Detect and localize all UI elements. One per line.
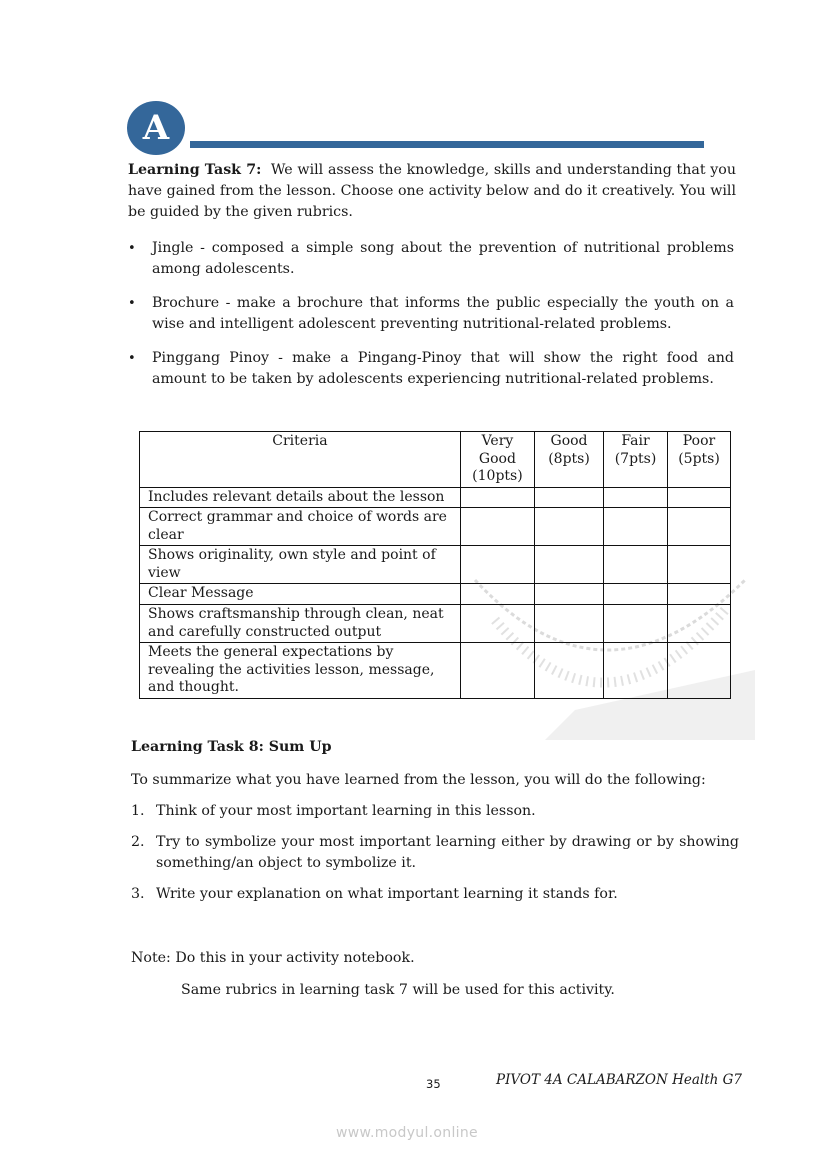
score-cell-very-good <box>460 487 534 508</box>
rubric-row <box>140 546 731 584</box>
step-number: 3. <box>131 886 145 902</box>
rubric-criterion: Meets the general expectations by revealing the activities lesson, message, and thought. <box>140 643 461 699</box>
score-cell-fair <box>604 508 668 546</box>
website-watermark: www.modyul.online <box>336 1125 478 1141</box>
rubric-criterion: Shows originality, own style and point of view <box>140 546 461 584</box>
rubric-row <box>140 605 731 643</box>
step-item <box>131 884 739 905</box>
score-cell-good <box>535 605 604 643</box>
rubric-header-criteria: Criteria <box>140 432 461 488</box>
activity-item: • Jingle - composed a simple song about the prevention of nutritional problems among adolescents. <box>128 238 734 280</box>
page-number: 35 <box>426 1077 441 1091</box>
step-text: Try to symbolize your most important learning either by drawing or by showing something/an object to symbolize it. <box>156 834 739 871</box>
task8-intro: To summarize what you have learned from the lesson, you will do the following: <box>131 772 706 788</box>
rubric-header-fair: Fair (7pts) <box>604 432 668 488</box>
task7-text: We will assess the knowledge, skills and understanding that you have gained from the lesson. Choose one activity below and do it creatively. You will be guided by the given rubrics. <box>128 162 736 220</box>
score-cell-poor <box>668 643 731 699</box>
score-cell-very-good <box>460 643 534 699</box>
rubric-header-row <box>140 432 731 488</box>
score-cell-very-good <box>460 605 534 643</box>
score-cell-good <box>535 508 604 546</box>
section-badge <box>127 101 185 155</box>
step-text: Write your explanation on what important learning it stands for. <box>156 886 618 902</box>
step-item <box>131 801 739 822</box>
task8-heading: Learning Task 8: Sum Up <box>131 739 332 755</box>
rubric-row <box>140 643 731 699</box>
step-text: Think of your most important learning in this lesson. <box>156 803 536 819</box>
step-number: 2. <box>131 834 145 850</box>
score-cell-good <box>535 643 604 699</box>
step-item <box>131 832 739 874</box>
task8-steps <box>131 801 739 915</box>
rubric-criterion: Shows craftsmanship through clean, neat and carefully constructed output <box>140 605 461 643</box>
score-cell-very-good <box>460 584 534 605</box>
score-cell-fair <box>604 584 668 605</box>
rubric-criterion: Correct grammar and choice of words are clear <box>140 508 461 546</box>
task7-intro <box>128 160 736 223</box>
rubric-header-good: Good (8pts) <box>535 432 604 488</box>
rubric-table <box>139 431 731 699</box>
score-cell-good <box>535 584 604 605</box>
score-cell-very-good <box>460 546 534 584</box>
section-divider-bar <box>190 141 704 148</box>
note-rubric-line: Same rubrics in learning task 7 will be used for this activity. <box>181 982 615 998</box>
score-cell-poor <box>668 508 731 546</box>
rubric-criterion: Includes relevant details about the lesson <box>140 487 461 508</box>
activity-list <box>128 238 734 390</box>
score-cell-good <box>535 487 604 508</box>
section-badge-letter: A <box>142 108 170 148</box>
activity-item: • Brochure - make a brochure that informs the public especially the youth on a wise and intelligent adolescent preventing nutritional-related problems. <box>128 293 734 335</box>
score-cell-poor <box>668 584 731 605</box>
rubric-header-poor: Poor (5pts) <box>668 432 731 488</box>
score-cell-very-good <box>460 508 534 546</box>
activity-item: • Pinggang Pinoy - make a Pingang-Pinoy that will show the right food and amount to be taken by adolescents experiencing nutritional-related problems. <box>128 348 734 390</box>
rubric-header-very-good: Very Good (10pts) <box>460 432 534 488</box>
note-line: Note: Do this in your activity notebook. <box>131 950 415 966</box>
step-number: 1. <box>131 803 145 819</box>
score-cell-good <box>535 546 604 584</box>
task7-label: Learning Task 7: <box>128 162 262 178</box>
rubric-row <box>140 487 731 508</box>
rubric-criterion: Clear Message <box>140 584 461 605</box>
score-cell-fair <box>604 487 668 508</box>
score-cell-fair <box>604 643 668 699</box>
footer-title: PIVOT 4A CALABARZON Health G7 <box>496 1072 743 1088</box>
score-cell-fair <box>604 546 668 584</box>
score-cell-poor <box>668 546 731 584</box>
score-cell-fair <box>604 605 668 643</box>
rubric-row <box>140 584 731 605</box>
rubric-row <box>140 508 731 546</box>
score-cell-poor <box>668 605 731 643</box>
score-cell-poor <box>668 487 731 508</box>
